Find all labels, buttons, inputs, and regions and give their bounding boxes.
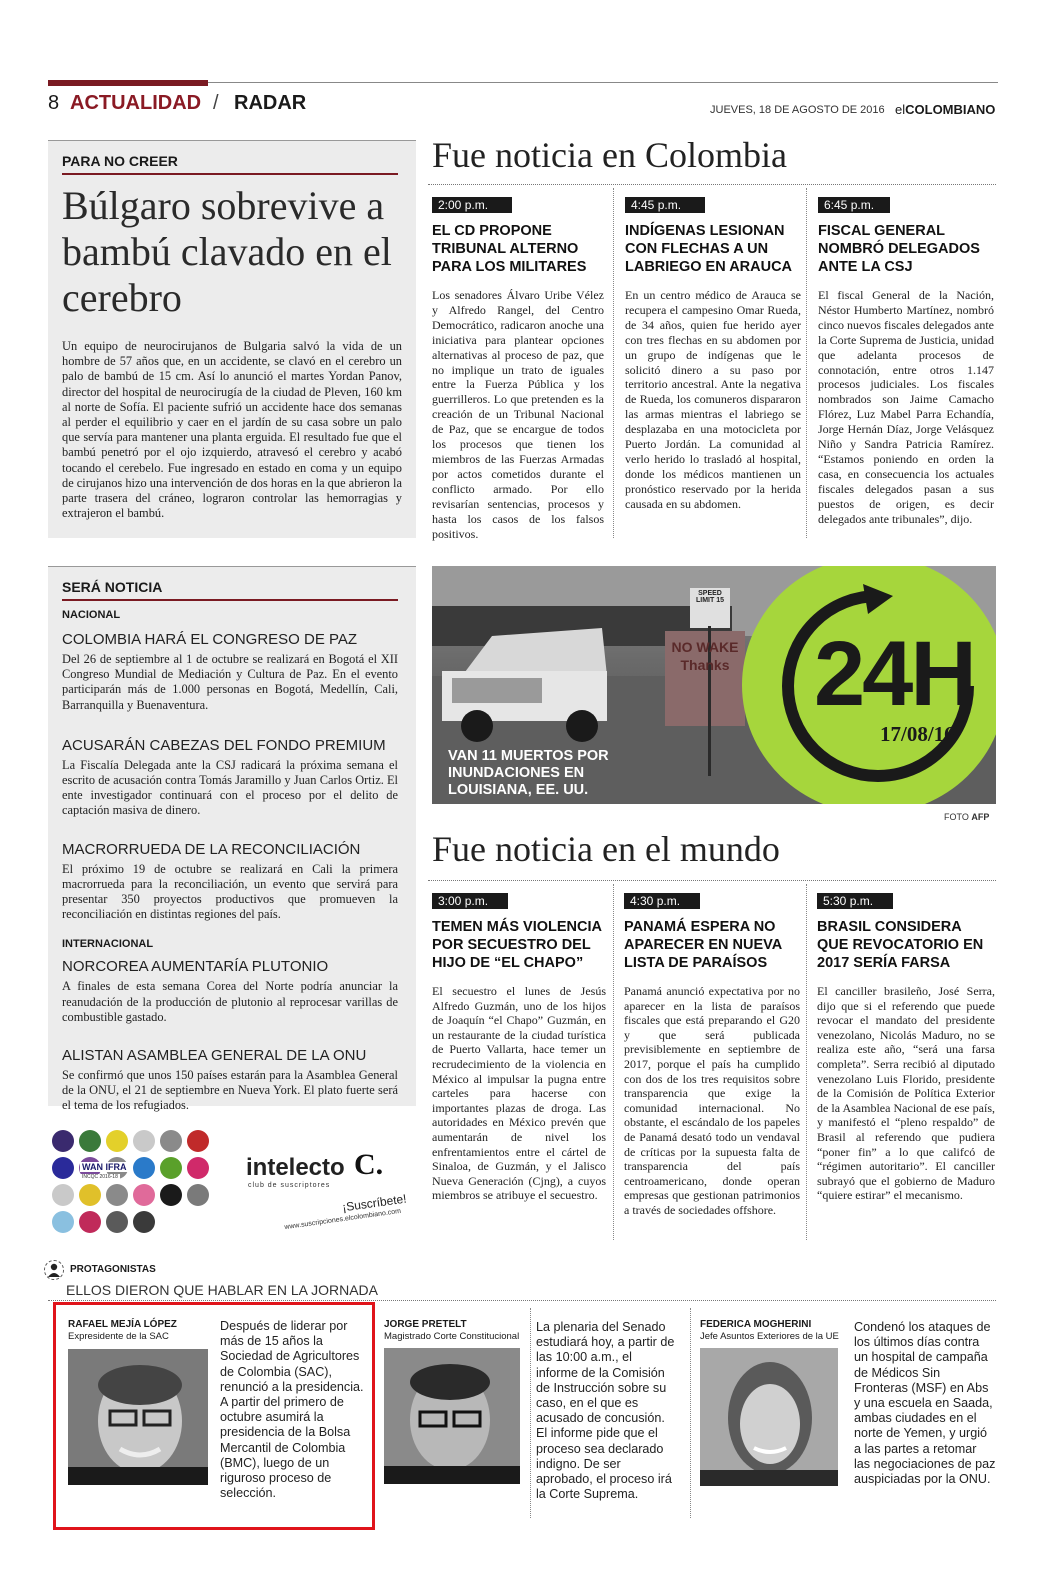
person-photo: [384, 1348, 520, 1484]
news-body: Los senadores Álvaro Uribe Vélez y Alfredo Rangel, del Centro Democrático, radicaron anoche una iniciativa para plantear opciones alternativas al proceso de paz, que no implique un trato de iguales entre la Fuerza Pública y los guerrilleros. Lo que pretenden es la creación de un Tribunal Nacional de Paz, que se encargue de todos los procesos que tienen los miembros de las Fuerzas Armadas por actos cometidos durante el conflicto armado. Por ello revisarían sentencias, procesos y hasta los casos de los falsos positivos.: [432, 288, 604, 541]
person-photo: [700, 1348, 838, 1486]
intelecto-brand: intelecto: [246, 1154, 345, 1181]
ad-dot: [79, 1130, 101, 1152]
time-badge: 2:00 p.m.: [432, 197, 512, 213]
page-number: 8: [48, 92, 60, 114]
news-body: El canciller brasileño, José Serra, dijo que si el referendo que puede revocar el mandato del presidente venezolano, Nicolás Maduro, no se realiza este año, “será una farsa completa”. Serra recibió al diputado venezolano Luis Florido, presidente de la Comisión de Política Exterior de la Asamblea Nacional de ese país, y manifestó el “pleno respaldo” de Brasil al referendo que pudiera “poner fin” a lo que califcó de “régimen autoritario”. El canciller subrayó que el gobierno de Maduro “quiere estirar” el mecanismo.: [817, 984, 995, 1203]
time-badge: 4:45 p.m.: [625, 197, 705, 213]
person-photo: [68, 1349, 208, 1485]
protagonist-card: [382, 1302, 692, 1530]
ad-dot: [106, 1184, 128, 1206]
colombia-item: [432, 196, 604, 541]
brand-name: COLOMBIANO: [905, 102, 996, 117]
sera-item-title: ALISTAN ASAMBLEA GENERAL DE LA ONU: [62, 1047, 367, 1065]
ad-dot: [106, 1130, 128, 1152]
intelecto-mark: C.: [354, 1148, 384, 1181]
subscribe-cta[interactable]: ¡Suscríbete!: [341, 1191, 408, 1215]
news-headline: PANAMÁ ESPERA NO APARECER EN NUEVA LISTA DE PARAÍSOS: [624, 919, 782, 971]
colombia-rule: [428, 184, 996, 185]
colombia-item: [818, 196, 994, 527]
news-headline: TEMEN MÁS VIOLENCIA POR SECUESTRO DEL HIJO DE “EL CHAPO”: [432, 919, 602, 971]
ad-dot: [133, 1130, 155, 1152]
subsection-name: RADAR: [234, 92, 307, 114]
ad-dot-grid: [52, 1130, 220, 1240]
para-no-creer-box: [48, 140, 416, 538]
nacional-label: NACIONAL: [62, 609, 121, 621]
time-badge: 5:30 p.m.: [817, 893, 893, 909]
person-role: Jefe Asuntos Exteriores de la UE: [700, 1331, 839, 1342]
ad-dot: [133, 1157, 155, 1179]
news-body: El secuestro el lunes de Jesús Alfredo Guzmán, uno de los hijos de Joaquín “el Chapo” Guzmán, en un restaurante de la ciudad turística de Puerto Vallarta, hace temer un recrudecimiento de la violencia en México al impulsar la pugna entre carteles para hacerse con importantes plazas de droga. Las autoridades en México prevén que aumentarán de nivel los enfrentamientos entre el cártel de Sinaloa, de Guzmán, y el Jalisco Nueva Generación (Cjng), a cuyos miembros se atribuye el secuestro.: [432, 984, 606, 1203]
mundo-divider-1: [613, 884, 614, 1240]
header-accent-bar: [48, 80, 208, 86]
photo-caption: VAN 11 MUERTOS POR INUNDACIONES EN LOUISIANA, EE. UU.: [448, 748, 609, 798]
ad-dot: [160, 1157, 182, 1179]
section-name: ACTUALIDAD: [70, 92, 202, 114]
news-body: El fiscal General de la Nación, Néstor Humberto Martínez, nombró cinco nuevos fiscales delegados ante la Corte Suprema de Justicia, unidad que adelanta procesos de connotación, entre otros 1.147 procesos judiciales. Los fiscales nombrados son Jaime Camacho Flórez, Luz Mabel Parra Echandía, Jorge Hernán Díaz, Jorge Velásquez Niño y Sandra Patricia Ramírez. “Estamos poniendo en orden la casa, en consecuencia los actuales fiscales delegados pasan a sus puestos de origen, es decir delegados ante tribunales”, dijo.: [818, 288, 994, 526]
wan-ifra-sub: INCQC 2016-18: [82, 1174, 118, 1180]
person-name: RAFAEL MEJÍA LÓPEZ: [68, 1319, 177, 1330]
sera-item-body: Se confirmó que unos 150 países estarán para la Asamblea General de la ONU, el 21 de septiembre en Nueva York. El plato fuerte será el tema de los refugiados.: [62, 1068, 398, 1113]
person-name: FEDERICA MOGHERINI: [700, 1319, 812, 1330]
person-role: Magistrado Corte Constitucional: [384, 1331, 520, 1342]
ad-dot: [133, 1211, 155, 1233]
sign-no-wake: NO WAKE Thanks: [671, 639, 739, 673]
ad-dot: [52, 1157, 74, 1179]
protagonistas-rule: [48, 1300, 996, 1301]
colombia-divider-1: [613, 188, 614, 538]
issue-date: JUEVES, 18 DE AGOSTO DE 2016: [710, 104, 885, 116]
protagonistas-subtitle: ELLOS DIERON QUE HABLAR EN LA JORNADA: [66, 1282, 378, 1298]
sera-item-body: Del 26 de septiembre al 1 de octubre se realizará en Bogotá el XII Congreso Mundial de Mediación y Cultura de Paz. En el evento participarán más de 1.000 personas en Bogotá, Medellín, Cali, Barranquilla y Buenaventura.: [62, 652, 398, 712]
news-headline: EL CD PROPONE TRIBUNAL ALTERNO PARA LOS MILITARES: [432, 223, 587, 275]
sera-item-title: MACRORRUEDA DE LA RECONCILIACIÓN: [62, 840, 361, 858]
internacional-label: INTERNACIONAL: [62, 938, 154, 951]
mundo-item: [432, 892, 606, 1203]
sera-item-body: A finales de esta semana Corea del Norte podría anunciar la reanudación de la producción de plutonio al reprocesar varillas de combustible gastado.: [62, 979, 398, 1024]
protagonistas-label: PROTAGONISTAS: [70, 1264, 156, 1275]
subscribe-url[interactable]: www.suscripciones.elcolombiano.com: [284, 1207, 402, 1232]
mundo-divider-2: [806, 884, 807, 1240]
news-headline: FISCAL GENERAL NOMBRÓ DELEGADOS ANTE LA CSJ: [818, 223, 980, 275]
ad-dot: [52, 1184, 74, 1206]
sign-speed-limit: SPEED LIMIT 15: [695, 590, 724, 604]
person-text: Después de liderar por más de 15 años la Sociedad de Agricultores de Colombia (SAC), renunció a la presidencia. A partir del primero de octubre asumirá la presidencia de la Bolsa Mercantil de Colombia (BMC), luego de un riguroso proceso de selección.: [220, 1319, 364, 1501]
sera-noticia-kicker: SERÁ NOTICIA: [62, 579, 398, 601]
time-badge: 6:45 p.m.: [818, 197, 890, 213]
ad-dot: [79, 1211, 101, 1233]
ad-dot: [187, 1130, 209, 1152]
24h-badge-date: 17/08/16: [880, 722, 955, 746]
newspaper-brand: [895, 102, 995, 117]
time-badge: 3:00 p.m.: [432, 893, 508, 909]
flood-photo: [432, 566, 996, 804]
colombia-item: [625, 196, 801, 512]
person-icon: [44, 1260, 64, 1280]
protagonist-card: [53, 1302, 375, 1530]
24h-badge-text: 24H: [814, 623, 974, 725]
ad-dot: [79, 1184, 101, 1206]
photo-credit-label: FOTO: [944, 812, 969, 822]
protagonist-card: [698, 1302, 998, 1530]
sera-item-body: La Fiscalía Delegada ante la CSJ radicará la próxima semana el escrito de acusación contra Tomás Jaramillo y Juan Carlos Ortiz. El ente investigador continuará con el proceso por el delito de captación masiva de dinero.: [62, 757, 398, 818]
sera-item-body: El próximo 19 de octubre se realizará en Cali la primera macrorrueda para la reconciliación, un evento que servirá para presentar 350 proyectos productivos que promueven la reconciliación en distintas regiones del país.: [62, 861, 398, 922]
brand-prefix: el: [895, 102, 906, 117]
person-text: Condenó los ataques de los últimos días contra un hospital de campaña de Médicos Sin Fronteras (MSF) en Abs y una escuela en Saada, ambas ciudades en el norte de Yemen, y urgió a las partes a retomar las negociaciones de paz auspiciadas por la ONU.: [854, 1320, 996, 1487]
photo-credit: [944, 812, 989, 822]
ad-dot: [52, 1130, 74, 1152]
time-badge: 4:30 p.m.: [624, 893, 700, 909]
news-headline: INDÍGENAS LESIONAN CON FLECHAS A UN LABRIEGO EN ARAUCA: [625, 223, 793, 275]
news-headline: BRASIL CONSIDERA QUE REVOCATORIO EN 2017 SERÍA FARSA: [817, 919, 984, 971]
news-body: Panamá anunció expectativa por no aparecer en la lista de paraísos fiscales que está preparando el G20 y que será publicada previsiblemente en septiembre de 2017, porque el país ha cumplido con dos de los tres requisitos sobre transparencia que exige la comunidad internacional. No obstante, el escándalo de los papeles de Panamá desató todo un vendaval de críticas por la supuesta falta de transparencia del país centroamericano, donde operan empresas que gestionan patrimonios a través de sociedades offshore.: [624, 984, 800, 1217]
mundo-title: Fue noticia en el mundo: [432, 829, 780, 869]
colombia-title: Fue noticia en Colombia: [432, 135, 787, 175]
ad-dot: [106, 1211, 128, 1233]
ad-dot: [187, 1157, 209, 1179]
section-slash: /: [213, 92, 219, 114]
colombia-divider-2: [806, 188, 807, 538]
ad-dot: [160, 1184, 182, 1206]
person-name: JORGE PRETELT: [384, 1319, 467, 1330]
sera-item-title: COLOMBIA HARÁ EL CONGRESO DE PAZ: [62, 631, 358, 648]
mundo-item: [624, 892, 800, 1218]
sera-noticia-box: [48, 566, 416, 1113]
mundo-rule: [428, 880, 996, 881]
wan-ifra-label: WAN IFRA: [82, 1162, 127, 1172]
ad-dot: [187, 1184, 209, 1206]
para-no-creer-kicker: PARA NO CREER: [62, 153, 398, 175]
intelecto-sub: club de suscriptores: [248, 1182, 331, 1189]
ad-dot: [133, 1184, 155, 1206]
ad-dot: [160, 1130, 182, 1152]
mundo-item: [817, 892, 995, 1203]
person-text: La plenaria del Senado estudiará hoy, a partir de las 10:00 a.m., el informe de la Comisión de Instrucción sobre su caso, en el que es acusado de concusión. El informe pide que el proceso sea declarado indigno. De ser aprobado, el proceso irá la Corte Suprema.: [536, 1320, 675, 1502]
ad-dot: [52, 1211, 74, 1233]
para-no-creer-body: Un equipo de neurocirujanos de Bulgaria salvó la vida de un hombre de 57 años que, en un accidente, se clavó en el cerebro un palo de bambú de 15 cm. Así lo anunció el martes Yordan Panov, director del hospital de neurocirugía de la ciudad de Pleven, 160 km al norte de Sofía. El paciente sufrió un accidente hace dos semanas al perder el equilibrio y caer en el jardín de su casa sobre un palo que servía para mantener una planta erguida. El resultado fue que el bambú penetró por el ojo izquierdo, atravesó el cerebro y acabó tocando el cerebelo. Fue ingresado en estado en coma y un equipo de cirujanos hizo una intervención de dos horas en la que abrieron la parte trasera del cráneo, lograron controlar las hemorragias y extrajeron el bambú.: [62, 339, 402, 521]
news-body: En un centro médico de Arauca se recupera el campesino Omar Rueda, de 34 años, quien fue herido ayer con tres flechas en su abdomen por un grupo de indígenas que le solicitó dinero a su paso por territorio ancestral. Ante la negativa de Rueda, los comuneros dispararon las armas mientras el labriego se desplazaba en una motocicleta por Puerto Jordán. La comunidad al verlo herido lo trasladó al hospital, donde los médicos mantienen un pronóstico reservado por la herida causada en su abdomen.: [625, 288, 801, 511]
photo-credit-source: AFP: [971, 812, 990, 822]
sera-item-title: NORCOREA AUMENTARÍA PLUTONIO: [62, 958, 329, 976]
person-role: Expresidente de la SAC: [68, 1331, 169, 1342]
subscription-ad[interactable]: [48, 1118, 416, 1242]
para-no-creer-title: Búlgaro sobrevive a bambú clavado en el cerebro: [62, 183, 392, 320]
sera-item-title: ACUSARÁN CABEZAS DEL FONDO PREMIUM: [62, 736, 386, 754]
